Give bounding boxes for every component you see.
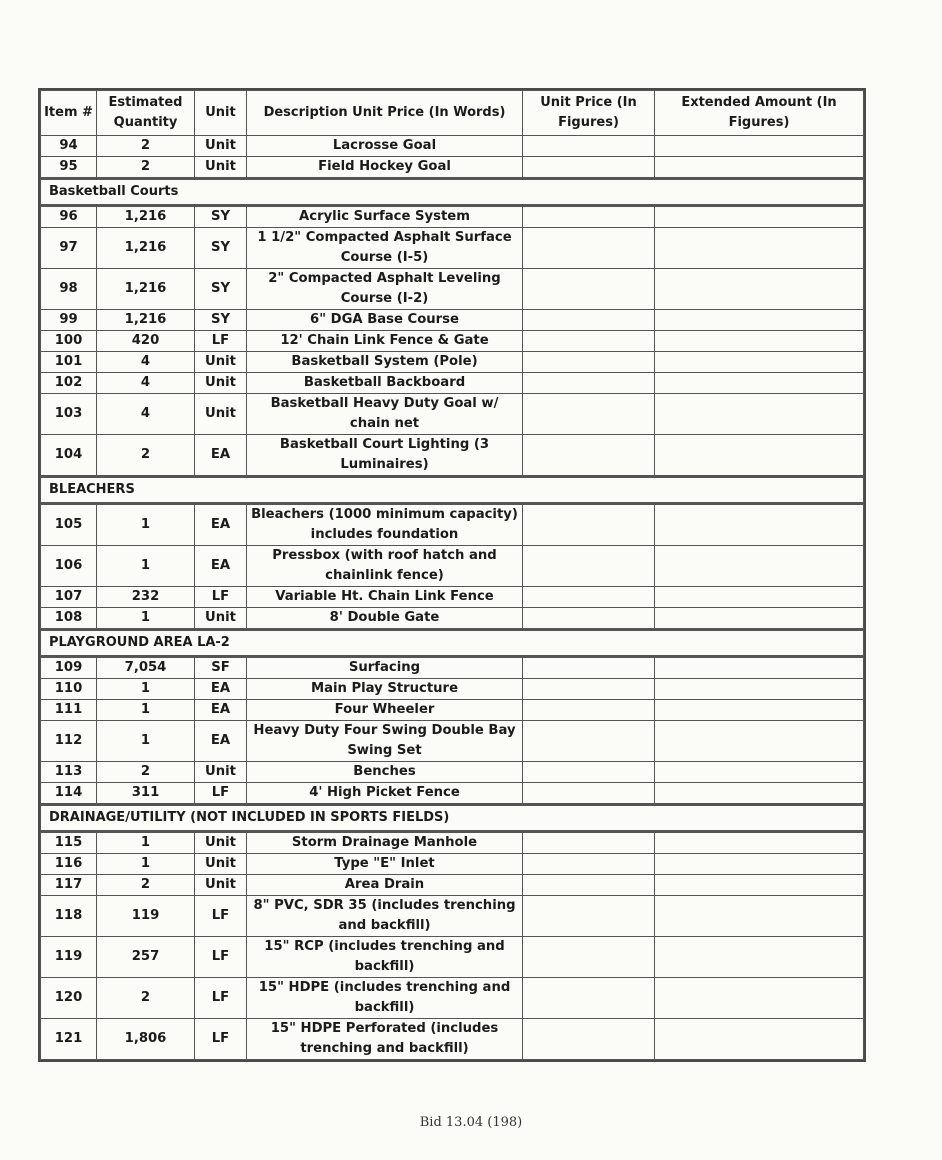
section-row — [41, 805, 864, 832]
item-number: 114 — [41, 783, 97, 805]
unit: EA — [195, 721, 247, 762]
extended-amount-cell[interactable] — [655, 331, 864, 352]
table-row — [41, 206, 864, 228]
table-row — [41, 896, 864, 937]
item-number: 108 — [41, 608, 97, 630]
unit: Unit — [195, 136, 247, 157]
item-number: 111 — [41, 700, 97, 721]
description: Acrylic Surface System — [247, 206, 523, 228]
unit-price-cell[interactable] — [523, 310, 655, 331]
unit-price-cell[interactable] — [523, 978, 655, 1019]
unit: LF — [195, 783, 247, 805]
unit: Unit — [195, 854, 247, 875]
table-row — [41, 373, 864, 394]
unit: LF — [195, 978, 247, 1019]
quantity: 1,216 — [97, 228, 195, 269]
quantity: 232 — [97, 587, 195, 608]
extended-amount-cell[interactable] — [655, 700, 864, 721]
item-number: 106 — [41, 546, 97, 587]
extended-amount-cell[interactable] — [655, 937, 864, 978]
section-title: BLEACHERS — [41, 477, 864, 504]
item-number: 105 — [41, 504, 97, 546]
bid-table-container — [38, 88, 866, 1062]
header-row — [41, 91, 864, 136]
description: Basketball Court Lighting (3 Luminaires) — [247, 435, 523, 477]
item-number: 112 — [41, 721, 97, 762]
table-row — [41, 700, 864, 721]
unit-price-cell[interactable] — [523, 875, 655, 896]
item-number: 100 — [41, 331, 97, 352]
unit: Unit — [195, 373, 247, 394]
extended-amount-cell[interactable] — [655, 394, 864, 435]
extended-amount-cell[interactable] — [655, 875, 864, 896]
quantity: 2 — [97, 762, 195, 783]
table-row — [41, 435, 864, 477]
header-quantity: Estimated Quantity — [97, 91, 195, 136]
unit: Unit — [195, 394, 247, 435]
description: Area Drain — [247, 875, 523, 896]
item-number: 95 — [41, 157, 97, 179]
unit-price-cell[interactable] — [523, 228, 655, 269]
item-number: 97 — [41, 228, 97, 269]
description: 2" Compacted Asphalt Leveling Course (I-2) — [247, 269, 523, 310]
description: 15" HDPE (includes trenching and backfill) — [247, 978, 523, 1019]
item-number: 115 — [41, 832, 97, 854]
section-title: DRAINAGE/UTILITY (NOT INCLUDED IN SPORTS FIELDS) — [41, 805, 864, 832]
quantity: 257 — [97, 937, 195, 978]
header-item: Item # — [41, 91, 97, 136]
extended-amount-cell[interactable] — [655, 783, 864, 805]
description: 1 1/2" Compacted Asphalt Surface Course (I-5) — [247, 228, 523, 269]
extended-amount-cell[interactable] — [655, 228, 864, 269]
description: Field Hockey Goal — [247, 157, 523, 179]
item-number: 119 — [41, 937, 97, 978]
quantity: 7,054 — [97, 657, 195, 679]
description: Basketball Heavy Duty Goal w/ chain net — [247, 394, 523, 435]
item-number: 118 — [41, 896, 97, 937]
extended-amount-cell[interactable] — [655, 435, 864, 477]
quantity: 1,216 — [97, 269, 195, 310]
quantity: 1 — [97, 854, 195, 875]
extended-amount-cell[interactable] — [655, 206, 864, 228]
quantity: 1 — [97, 608, 195, 630]
table-row — [41, 331, 864, 352]
extended-amount-cell[interactable] — [655, 587, 864, 608]
unit: LF — [195, 1019, 247, 1060]
table-row — [41, 157, 864, 179]
item-number: 120 — [41, 978, 97, 1019]
item-number: 101 — [41, 352, 97, 373]
item-number: 103 — [41, 394, 97, 435]
table-row — [41, 978, 864, 1019]
quantity: 4 — [97, 352, 195, 373]
table-row — [41, 310, 864, 331]
quantity: 311 — [97, 783, 195, 805]
extended-amount-cell[interactable] — [655, 1019, 864, 1060]
unit-price-cell[interactable] — [523, 546, 655, 587]
section-row — [41, 477, 864, 504]
page-footer: Bid 13.04 (198) — [419, 1115, 523, 1130]
header-extended-amount: Extended Amount (In Figures) — [655, 91, 864, 136]
unit: Unit — [195, 762, 247, 783]
unit-price-cell[interactable] — [523, 269, 655, 310]
description: Four Wheeler — [247, 700, 523, 721]
unit-price-cell[interactable] — [523, 657, 655, 679]
quantity: 420 — [97, 331, 195, 352]
unit-price-cell[interactable] — [523, 157, 655, 179]
header-unit: Unit — [195, 91, 247, 136]
item-number: 107 — [41, 587, 97, 608]
extended-amount-cell[interactable] — [655, 679, 864, 700]
unit: EA — [195, 546, 247, 587]
unit-price-cell[interactable] — [523, 832, 655, 854]
unit-price-cell[interactable] — [523, 854, 655, 875]
extended-amount-cell[interactable] — [655, 310, 864, 331]
description: 8' Double Gate — [247, 608, 523, 630]
description: Benches — [247, 762, 523, 783]
unit: Unit — [195, 608, 247, 630]
extended-amount-cell[interactable] — [655, 978, 864, 1019]
unit-price-cell[interactable] — [523, 587, 655, 608]
unit: SY — [195, 269, 247, 310]
description: 15" RCP (includes trenching and backfill) — [247, 937, 523, 978]
quantity: 1 — [97, 832, 195, 854]
table-row — [41, 352, 864, 373]
unit: EA — [195, 679, 247, 700]
item-number: 121 — [41, 1019, 97, 1060]
table-row — [41, 1019, 864, 1060]
table-row — [41, 608, 864, 630]
item-number: 109 — [41, 657, 97, 679]
table-row — [41, 136, 864, 157]
description: Bleachers (1000 minimum capacity) includes foundation — [247, 504, 523, 546]
unit-price-cell[interactable] — [523, 700, 655, 721]
unit-price-cell[interactable] — [523, 1019, 655, 1060]
table-row — [41, 721, 864, 762]
table-row — [41, 587, 864, 608]
unit-price-cell[interactable] — [523, 679, 655, 700]
quantity: 119 — [97, 896, 195, 937]
table-row — [41, 875, 864, 896]
description: Storm Drainage Manhole — [247, 832, 523, 854]
unit: LF — [195, 331, 247, 352]
unit-price-cell[interactable] — [523, 136, 655, 157]
unit-price-cell[interactable] — [523, 373, 655, 394]
unit: SY — [195, 228, 247, 269]
quantity: 1,216 — [97, 310, 195, 331]
extended-amount-cell[interactable] — [655, 896, 864, 937]
description: 12' Chain Link Fence & Gate — [247, 331, 523, 352]
unit: Unit — [195, 352, 247, 373]
table-row — [41, 504, 864, 546]
item-number: 102 — [41, 373, 97, 394]
unit: Unit — [195, 157, 247, 179]
quantity: 2 — [97, 136, 195, 157]
description: 8" PVC, SDR 35 (includes trenching and backfill) — [247, 896, 523, 937]
item-number: 99 — [41, 310, 97, 331]
table-row — [41, 269, 864, 310]
unit: EA — [195, 435, 247, 477]
item-number: 117 — [41, 875, 97, 896]
quantity: 1,806 — [97, 1019, 195, 1060]
unit-price-cell[interactable] — [523, 762, 655, 783]
table-row — [41, 657, 864, 679]
quantity: 1 — [97, 721, 195, 762]
item-number: 116 — [41, 854, 97, 875]
extended-amount-cell[interactable] — [655, 504, 864, 546]
quantity: 2 — [97, 435, 195, 477]
unit: Unit — [195, 832, 247, 854]
quantity: 2 — [97, 157, 195, 179]
section-row — [41, 630, 864, 657]
table-row — [41, 394, 864, 435]
table-row — [41, 228, 864, 269]
description: 6" DGA Base Course — [247, 310, 523, 331]
extended-amount-cell[interactable] — [655, 608, 864, 630]
extended-amount-cell[interactable] — [655, 269, 864, 310]
unit: SF — [195, 657, 247, 679]
extended-amount-cell[interactable] — [655, 762, 864, 783]
unit-price-cell[interactable] — [523, 394, 655, 435]
section-title: PLAYGROUND AREA LA-2 — [41, 630, 864, 657]
table-row — [41, 783, 864, 805]
description: Pressbox (with roof hatch and chainlink fence) — [247, 546, 523, 587]
quantity: 2 — [97, 875, 195, 896]
unit-price-cell[interactable] — [523, 896, 655, 937]
unit: SY — [195, 310, 247, 331]
description: Variable Ht. Chain Link Fence — [247, 587, 523, 608]
quantity: 1 — [97, 679, 195, 700]
item-number: 96 — [41, 206, 97, 228]
item-number: 113 — [41, 762, 97, 783]
unit-price-cell[interactable] — [523, 937, 655, 978]
quantity: 1,216 — [97, 206, 195, 228]
description: Main Play Structure — [247, 679, 523, 700]
description: 4' High Picket Fence — [247, 783, 523, 805]
table-row — [41, 854, 864, 875]
description: Basketball Backboard — [247, 373, 523, 394]
description: Type "E" Inlet — [247, 854, 523, 875]
table-row — [41, 762, 864, 783]
unit: LF — [195, 896, 247, 937]
unit-price-cell[interactable] — [523, 504, 655, 546]
unit: EA — [195, 504, 247, 546]
header-description: Description Unit Price (In Words) — [247, 91, 523, 136]
header-unit-price: Unit Price (In Figures) — [523, 91, 655, 136]
description: Surfacing — [247, 657, 523, 679]
unit-price-cell[interactable] — [523, 206, 655, 228]
table-row — [41, 832, 864, 854]
unit-price-cell[interactable] — [523, 721, 655, 762]
table-row — [41, 546, 864, 587]
extended-amount-cell[interactable] — [655, 136, 864, 157]
description: Basketball System (Pole) — [247, 352, 523, 373]
bid-table-body — [41, 136, 864, 1060]
quantity: 1 — [97, 504, 195, 546]
extended-amount-cell[interactable] — [655, 157, 864, 179]
bid-table — [40, 90, 864, 1060]
unit-price-cell[interactable] — [523, 783, 655, 805]
unit: Unit — [195, 875, 247, 896]
extended-amount-cell[interactable] — [655, 546, 864, 587]
extended-amount-cell[interactable] — [655, 854, 864, 875]
table-row — [41, 937, 864, 978]
section-title: Basketball Courts — [41, 179, 864, 206]
unit-price-cell[interactable] — [523, 608, 655, 630]
quantity: 1 — [97, 546, 195, 587]
unit: EA — [195, 700, 247, 721]
item-number: 94 — [41, 136, 97, 157]
unit: LF — [195, 587, 247, 608]
unit: SY — [195, 206, 247, 228]
description: Heavy Duty Four Swing Double Bay Swing Set — [247, 721, 523, 762]
quantity: 4 — [97, 394, 195, 435]
description: 15" HDPE Perforated (includes trenching and backfill) — [247, 1019, 523, 1060]
item-number: 104 — [41, 435, 97, 477]
section-row — [41, 179, 864, 206]
description: Lacrosse Goal — [247, 136, 523, 157]
extended-amount-cell[interactable] — [655, 373, 864, 394]
unit-price-cell[interactable] — [523, 435, 655, 477]
unit-price-cell[interactable] — [523, 352, 655, 373]
extended-amount-cell[interactable] — [655, 352, 864, 373]
extended-amount-cell[interactable] — [655, 721, 864, 762]
item-number: 98 — [41, 269, 97, 310]
extended-amount-cell[interactable] — [655, 657, 864, 679]
quantity: 2 — [97, 978, 195, 1019]
unit: LF — [195, 937, 247, 978]
unit-price-cell[interactable] — [523, 331, 655, 352]
item-number: 110 — [41, 679, 97, 700]
quantity: 4 — [97, 373, 195, 394]
table-row — [41, 679, 864, 700]
quantity: 1 — [97, 700, 195, 721]
extended-amount-cell[interactable] — [655, 832, 864, 854]
